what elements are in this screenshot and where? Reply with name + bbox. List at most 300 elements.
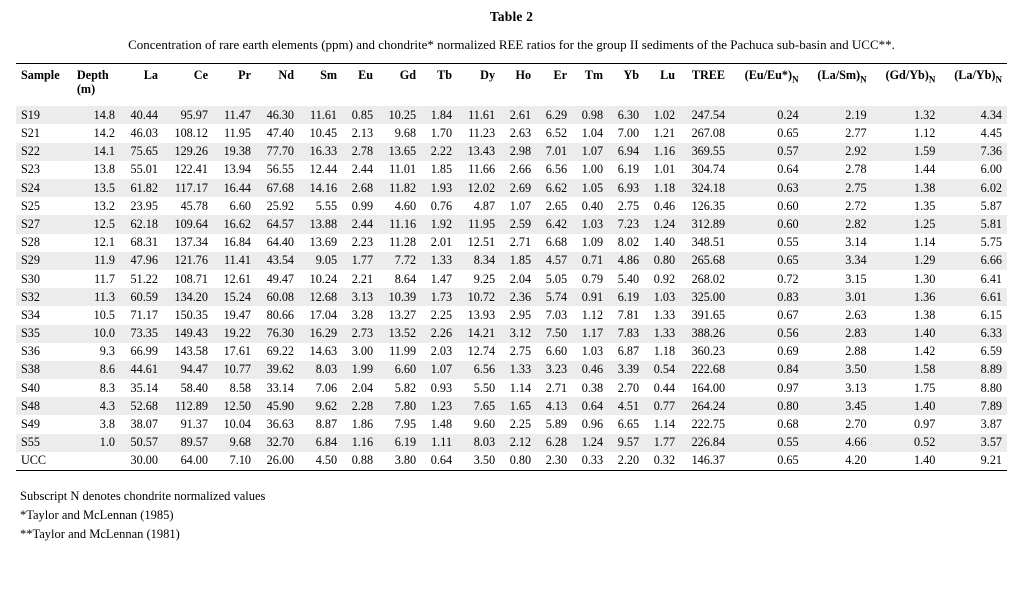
- column-header-sm: [299, 64, 342, 99]
- table-cell-sample: S38: [21, 362, 40, 377]
- table-cell-gd: 7.95: [394, 417, 417, 432]
- table-cell-nd: 64.57: [266, 216, 295, 231]
- table-cell-la_yb_n: 9.21: [980, 453, 1002, 468]
- table-cell-sm: 8.03: [315, 362, 338, 377]
- table-cell-eu_eu_n: 0.64: [777, 162, 799, 177]
- table-cell-ce: 95.97: [180, 107, 208, 122]
- table-cell-nd: 76.30: [266, 326, 295, 341]
- table-cell-tm: 0.46: [581, 362, 604, 377]
- table-cell-er: 6.56: [545, 162, 568, 177]
- column-header-ce-label: Ce: [193, 68, 208, 82]
- table-cell-nd: 26.00: [266, 453, 295, 468]
- table-cell-pr: 11.47: [224, 107, 251, 122]
- table-cell-ho: 2.61: [509, 107, 532, 122]
- table-cell-tb: 2.22: [430, 144, 453, 159]
- table-cell-sm: 17.04: [309, 307, 338, 322]
- table-cell-eu_eu_n: 0.65: [777, 453, 799, 468]
- table-cell-lu: 0.32: [653, 453, 676, 468]
- table-cell-gd_yb_n: 1.36: [914, 289, 936, 304]
- table-bottom-rule: [16, 470, 1007, 471]
- table-cell-eu: 1.16: [351, 435, 374, 450]
- table-cell-sample: S29: [21, 253, 40, 268]
- column-header-gd-yb-n: $(Gd/Yb)_N$: [885, 68, 936, 85]
- table-cell-yb: 6.30: [617, 107, 640, 122]
- table-cell-gd_yb_n: 1.40: [914, 398, 936, 413]
- table-cell-lu: 1.33: [653, 307, 676, 322]
- table-cell-ho: 2.12: [509, 435, 532, 450]
- table-cell-er: 5.74: [545, 289, 568, 304]
- table-cell-er: 5.05: [545, 271, 568, 286]
- table-cell-pr: 7.10: [229, 453, 251, 468]
- table-cell-la: 62.18: [130, 216, 158, 231]
- table-cell-gd_yb_n: 1.35: [914, 198, 936, 213]
- table-cell-pr: 16.84: [223, 235, 251, 250]
- column-header-ce: [163, 64, 213, 99]
- table-cell-eu_eu_n: 0.83: [777, 289, 799, 304]
- table-spacer-row: [16, 99, 1007, 106]
- table-cell-depth: 14.1: [93, 144, 115, 159]
- table-cell-dy: 9.60: [473, 417, 496, 432]
- table-cell-gd: 11.28: [389, 235, 417, 250]
- table-cell-dy: 12.02: [467, 180, 496, 195]
- table-cell-tree: 391.65: [691, 307, 726, 322]
- table-cell-gd: 3.80: [394, 453, 417, 468]
- table-cell-ho: 2.63: [509, 126, 532, 141]
- table-cell-sample: S23: [21, 162, 40, 177]
- table-cell-eu_eu_n: 0.72: [777, 271, 799, 286]
- table-cell-gd: 6.60: [394, 362, 417, 377]
- table-cell-la: 51.22: [130, 271, 158, 286]
- table-row: [16, 434, 1007, 452]
- table-cell-nd: 80.66: [266, 307, 295, 322]
- table-cell-tree: 325.00: [691, 289, 726, 304]
- table-cell-tb: 1.73: [430, 289, 453, 304]
- table-cell-er: 2.30: [545, 453, 568, 468]
- table-cell-eu: 2.13: [351, 126, 374, 141]
- table-cell-tb: 1.07: [430, 362, 453, 377]
- column-header-depth: Depth (m): [76, 68, 109, 97]
- table-cell-gd_yb_n: 1.59: [914, 144, 936, 159]
- table-cell-sample: S22: [21, 144, 40, 159]
- table-cell-depth: 12.1: [93, 235, 115, 250]
- footnotes: [16, 487, 1007, 543]
- table-cell-la_sm_n: 2.72: [845, 198, 867, 213]
- table-cell-tm: 1.07: [581, 144, 604, 159]
- table-cell-tm: 0.40: [581, 198, 604, 213]
- table-cell-tb: 1.11: [431, 435, 453, 450]
- table-cell-eu_eu_n: 0.55: [777, 235, 799, 250]
- table-cell-la_yb_n: 6.61: [980, 289, 1002, 304]
- table-cell-pr: 15.24: [223, 289, 251, 304]
- table-cell-la_sm_n: 4.66: [845, 435, 867, 450]
- table-cell-pr: 8.58: [229, 380, 251, 395]
- table-number: Table 2: [489, 9, 534, 24]
- table-cell-ho: 2.95: [509, 307, 532, 322]
- table-cell-sample: S48: [21, 398, 40, 413]
- table-cell-ce: 109.64: [174, 216, 208, 231]
- table-cell-yb: 2.75: [617, 198, 640, 213]
- table-cell-pr: 17.61: [223, 344, 251, 359]
- table-cell-sm: 11.61: [310, 107, 338, 122]
- footnote-line-2: *Taylor and McLennan (1985): [20, 507, 174, 522]
- table-cell-depth: 8.6: [99, 362, 115, 377]
- table-cell-depth: 13.5: [93, 180, 115, 195]
- table-cell-gd: 11.16: [389, 216, 417, 231]
- table-cell-dy: 11.23: [468, 126, 496, 141]
- table-cell-la_yb_n: 4.34: [980, 107, 1002, 122]
- table-cell-sm: 8.87: [315, 417, 338, 432]
- table-cell-tm: 1.04: [581, 126, 604, 141]
- table-cell-lu: 1.02: [653, 107, 676, 122]
- table-cell-gd: 11.01: [389, 162, 417, 177]
- table-row: [16, 343, 1007, 361]
- table-cell-eu: 1.86: [351, 417, 374, 432]
- table-cell-depth: 4.3: [99, 398, 115, 413]
- table-cell-depth: 8.3: [99, 380, 115, 395]
- column-header-ho: [500, 64, 536, 99]
- table-cell-eu: 1.77: [351, 253, 374, 268]
- table-cell-gd: 11.99: [389, 344, 417, 359]
- table-cell-tree: 222.75: [691, 417, 726, 432]
- table-cell-pr: 19.22: [223, 326, 251, 341]
- table-cell-gd_yb_n: 1.42: [914, 344, 936, 359]
- table-cell-ho: 1.07: [509, 198, 532, 213]
- column-header-gd: [378, 64, 421, 99]
- column-header-tree-label: TREE: [691, 68, 726, 82]
- table-cell-lu: 1.18: [653, 344, 676, 359]
- table-row: [16, 161, 1007, 179]
- table-cell-sample: S21: [21, 126, 40, 141]
- table-cell-lu: 1.18: [653, 180, 676, 195]
- column-header-tb: [421, 64, 457, 99]
- table-cell-la_sm_n: 3.01: [845, 289, 867, 304]
- table-cell-ce: 129.26: [174, 144, 208, 159]
- table-cell-tree: 164.00: [691, 380, 726, 395]
- footnote-line-1: Subscript N denotes chondrite normalized values: [20, 489, 266, 503]
- table-cell-la_sm_n: 2.92: [845, 144, 867, 159]
- table-cell-er: 6.29: [545, 107, 568, 122]
- table-cell-la_sm_n: 3.14: [845, 235, 867, 250]
- table-cell-tm: 1.12: [581, 307, 604, 322]
- column-header-nd-label: Nd: [278, 68, 295, 82]
- table-cell-ce: 108.71: [174, 271, 208, 286]
- table-cell-ce: 150.35: [174, 307, 208, 322]
- table-cell-er: 2.71: [545, 380, 568, 395]
- table-cell-la_sm_n: 2.70: [845, 417, 867, 432]
- table-row: [16, 106, 1007, 124]
- table-head: [16, 64, 1007, 99]
- table-cell-dy: 14.21: [467, 326, 496, 341]
- table-cell-yb: 6.93: [617, 180, 640, 195]
- table-cell-er: 6.42: [545, 216, 568, 231]
- table-cell-pr: 10.04: [223, 417, 251, 432]
- table-cell-tb: 1.84: [430, 107, 453, 122]
- table-cell-la_yb_n: 8.89: [980, 362, 1002, 377]
- column-header-er: [536, 64, 572, 99]
- table-cell-sample: S34: [21, 307, 40, 322]
- column-header-la-yb-n: $(La/Yb)_N$: [954, 68, 1002, 85]
- table-cell-la: 30.00: [130, 453, 158, 468]
- column-header-dy: [457, 64, 500, 99]
- column-header-lu: [644, 64, 680, 99]
- table-cell-ce: 149.43: [174, 326, 208, 341]
- table-cell-la: 60.59: [130, 289, 158, 304]
- table-cell-tm: 0.98: [581, 107, 604, 122]
- table-cell-eu: 1.99: [351, 362, 374, 377]
- table-cell-er: 2.65: [545, 198, 568, 213]
- table-cell-gd: 9.68: [394, 126, 417, 141]
- table-cell-la_sm_n: 2.63: [845, 307, 867, 322]
- table-cell-gd: 13.27: [388, 307, 417, 322]
- table-row: [16, 379, 1007, 397]
- table-cell-ho: 2.75: [509, 344, 532, 359]
- table-cell-lu: 1.03: [653, 289, 676, 304]
- table-cell-dy: 9.25: [473, 271, 496, 286]
- table-cell-nd: 45.90: [266, 398, 295, 413]
- table-cell-dy: 13.43: [467, 144, 496, 159]
- table-cell-pr: 16.44: [223, 180, 251, 195]
- table-cell-la_sm_n: 2.82: [845, 216, 867, 231]
- column-header-tm-label: Tm: [584, 68, 604, 82]
- table-cell-la_yb_n: 5.81: [980, 216, 1002, 231]
- table-cell-eu_eu_n: 0.60: [777, 216, 799, 231]
- table-cell-sm: 13.69: [309, 235, 338, 250]
- table-cell-sample: S24: [21, 180, 40, 195]
- table-cell-lu: 0.44: [653, 380, 676, 395]
- table-cell-depth: 13.2: [93, 198, 115, 213]
- table-cell-eu_eu_n: 0.24: [777, 107, 799, 122]
- table-row: [16, 252, 1007, 270]
- table-cell-nd: 33.14: [266, 380, 295, 395]
- table-cell-ce: 64.00: [180, 453, 208, 468]
- column-header-gd-label: Gd: [399, 68, 417, 82]
- table-cell-la_sm_n: 3.34: [845, 253, 867, 268]
- table-cell-la_sm_n: 2.83: [845, 326, 867, 341]
- table-cell-depth: 11.7: [94, 271, 115, 286]
- table-cell-eu: 2.04: [351, 380, 374, 395]
- table-cell-la_yb_n: 6.59: [980, 344, 1002, 359]
- table-cell-la: 61.82: [130, 180, 158, 195]
- table-cell-nd: 36.63: [266, 417, 295, 432]
- table-cell-ce: 134.20: [174, 289, 208, 304]
- table-cell-ce: 122.41: [174, 162, 208, 177]
- table-cell-tree: 126.35: [691, 198, 726, 213]
- table-cell-la: 50.57: [130, 435, 158, 450]
- table-cell-gd: 7.80: [394, 398, 417, 413]
- table-cell-yb: 2.70: [617, 380, 640, 395]
- table-cell-tree: 247.54: [691, 107, 726, 122]
- table-cell-er: 6.52: [545, 126, 568, 141]
- table-cell-pr: 16.62: [223, 216, 251, 231]
- table-row: [16, 143, 1007, 161]
- table-cell-depth: [72, 452, 120, 470]
- table-cell-yb: 4.51: [617, 398, 640, 413]
- table-cell-er: 6.68: [545, 235, 568, 250]
- table-cell-ho: 2.36: [509, 289, 532, 304]
- table-cell-tree: 348.51: [691, 235, 726, 250]
- table-row: [16, 288, 1007, 306]
- table-cell-lu: 1.16: [653, 144, 676, 159]
- table-cell-nd: 49.47: [266, 271, 295, 286]
- table-cell-nd: 77.70: [266, 144, 295, 159]
- table-cell-tree: 360.23: [691, 344, 726, 359]
- table-row: [16, 234, 1007, 252]
- table-cell-depth: 13.8: [93, 162, 115, 177]
- table-cell-er: 6.62: [545, 180, 568, 195]
- table-cell-la: 73.35: [130, 326, 158, 341]
- table-cell-nd: 25.92: [266, 198, 295, 213]
- table-cell-gd: 13.52: [388, 326, 417, 341]
- table-cell-tb: 1.70: [430, 126, 453, 141]
- column-header-la-sm-n: $(La/Sm)_N$: [817, 68, 867, 85]
- table-cell-pr: 9.68: [229, 435, 251, 450]
- table-row: [16, 397, 1007, 415]
- table-cell-gd_yb_n: 0.97: [914, 417, 936, 432]
- table-cell-eu: 2.78: [351, 144, 374, 159]
- table-cell-sm: 10.24: [309, 271, 338, 286]
- table-cell-tb: 2.03: [430, 344, 453, 359]
- table-cell-la_yb_n: 6.15: [980, 307, 1002, 322]
- table-cell-eu: 2.28: [351, 398, 374, 413]
- table-cell-la_sm_n: 2.19: [845, 107, 867, 122]
- table-cell-gd_yb_n: 1.29: [914, 253, 936, 268]
- table-cell-nd: 46.30: [266, 107, 295, 122]
- table-cell-depth: 9.3: [99, 344, 115, 359]
- footnote-line-3: **Taylor and McLennan (1981): [20, 526, 180, 541]
- table-cell-tb: 1.48: [430, 417, 453, 432]
- table-cell-gd: 5.82: [394, 380, 417, 395]
- table-cell-ho: 2.71: [509, 235, 532, 250]
- table-cell-tb: 2.25: [430, 307, 453, 322]
- table-cell-sm: 16.33: [309, 144, 338, 159]
- table-cell-ho: 2.04: [509, 271, 532, 286]
- table-cell-pr: 6.60: [229, 198, 251, 213]
- table-cell-sample: S49: [21, 417, 40, 432]
- table-cell-gd_yb_n: 0.52: [914, 435, 936, 450]
- table-cell-tm: 1.24: [581, 435, 604, 450]
- table-cell-la_yb_n: 6.41: [980, 271, 1002, 286]
- table-cell-eu_eu_n: 0.56: [777, 326, 799, 341]
- table-cell-depth: 1.0: [99, 435, 115, 450]
- table-cell-gd: 7.72: [394, 253, 417, 268]
- table-cell-eu: 2.44: [351, 216, 374, 231]
- table-cell-ce: 58.40: [180, 380, 208, 395]
- table-cell-gd: 10.25: [388, 107, 417, 122]
- table-cell-yb: 5.40: [617, 271, 640, 286]
- column-header-lu-label: Lu: [660, 68, 676, 82]
- table-row: [16, 415, 1007, 433]
- table-cell-pr: 11.95: [224, 126, 251, 141]
- table-cell-ho: 2.59: [509, 216, 532, 231]
- table-cell-ce: 112.89: [174, 398, 208, 413]
- table-cell-gd: 10.39: [388, 289, 417, 304]
- column-header-yb: [608, 64, 644, 99]
- table-cell-tree: 146.37: [691, 453, 726, 468]
- table-cell-tb: 0.64: [430, 453, 453, 468]
- table-cell-eu_eu_n: 0.65: [777, 253, 799, 268]
- table-cell-ho: 2.98: [509, 144, 532, 159]
- table-cell-sm: 7.06: [315, 380, 338, 395]
- table-row: [16, 179, 1007, 197]
- table-cell-ce: 91.37: [180, 417, 208, 432]
- table-cell-tree: 265.68: [691, 253, 726, 268]
- table-cell-tb: 2.01: [430, 235, 453, 250]
- table-cell-pr: 19.47: [223, 307, 251, 322]
- table-cell-er: 4.13: [545, 398, 568, 413]
- table-row: [16, 325, 1007, 343]
- table-cell-ho: 1.14: [509, 380, 532, 395]
- table-cell-er: 7.01: [545, 144, 568, 159]
- table-cell-tm: 1.03: [581, 216, 604, 231]
- column-header-pr-label: Pr: [238, 68, 251, 82]
- table-cell-tm: 1.00: [581, 162, 604, 177]
- column-header-tm: [572, 64, 608, 99]
- table-cell-lu: 1.24: [653, 216, 676, 231]
- table-cell-tb: 1.85: [430, 162, 453, 177]
- table-cell-la: 44.61: [130, 362, 158, 377]
- table-cell-eu: 2.68: [351, 180, 374, 195]
- column-header-nd: [256, 64, 299, 99]
- table-cell-dy: 6.56: [473, 362, 496, 377]
- table-cell-ho: 2.69: [509, 180, 532, 195]
- table-cell-yb: 4.86: [617, 253, 640, 268]
- table-cell-nd: 69.22: [266, 344, 295, 359]
- table-cell-gd_yb_n: 1.14: [914, 235, 936, 250]
- table-cell-sm: 5.55: [315, 198, 338, 213]
- table-cell-eu_eu_n: 0.57: [777, 144, 799, 159]
- table-row: [16, 215, 1007, 233]
- column-header-la-label: La: [143, 68, 158, 82]
- table-cell-la: 52.68: [130, 398, 158, 413]
- table-cell-depth: 10.0: [93, 326, 115, 341]
- table-cell-eu_eu_n: 0.68: [777, 417, 799, 432]
- table-cell-eu: 3.28: [351, 307, 374, 322]
- table-cell-sample: S55: [21, 435, 40, 450]
- table-cell-gd_yb_n: 1.30: [914, 271, 936, 286]
- table-cell-tree: 388.26: [691, 326, 726, 341]
- column-header-er-label: Er: [553, 68, 568, 82]
- table-cell-la_sm_n: 3.50: [845, 362, 867, 377]
- table-cell-ce: 108.12: [174, 126, 208, 141]
- table-row: [16, 270, 1007, 288]
- table-cell-eu: 0.99: [351, 198, 374, 213]
- table-cell-sm: 10.45: [309, 126, 338, 141]
- table-cell-dy: 12.74: [467, 344, 496, 359]
- table-cell-pr: 12.50: [223, 398, 251, 413]
- table-cell-ho: 2.25: [509, 417, 532, 432]
- table-cell-pr: 19.38: [223, 144, 251, 159]
- table-cell-depth: 14.8: [93, 107, 115, 122]
- table-cell-ce: 89.57: [180, 435, 208, 450]
- table-cell-depth: 11.9: [94, 253, 115, 268]
- column-header-sample: [16, 64, 72, 99]
- table-cell-er: 6.60: [545, 344, 568, 359]
- table-cell-tree: 304.74: [691, 162, 726, 177]
- column-header-sm-label: Sm: [320, 68, 338, 82]
- table-cell-er: 7.50: [545, 326, 568, 341]
- table-cell-pr: 10.77: [223, 362, 251, 377]
- table-cell-la_sm_n: 3.13: [845, 380, 867, 395]
- table-cell-gd_yb_n: 1.40: [914, 326, 936, 341]
- table-cell-eu_eu_n: 0.60: [777, 198, 799, 213]
- table-cell-yb: 7.83: [617, 326, 640, 341]
- table-cell-tree: 369.55: [691, 144, 726, 159]
- table-cell-sm: 12.44: [309, 162, 338, 177]
- table-cell-gd_yb_n: 1.12: [914, 126, 936, 141]
- table-cell-gd_yb_n: 1.40: [914, 453, 936, 468]
- table-header-row: [16, 64, 1007, 99]
- table-cell-gd: 13.65: [388, 144, 417, 159]
